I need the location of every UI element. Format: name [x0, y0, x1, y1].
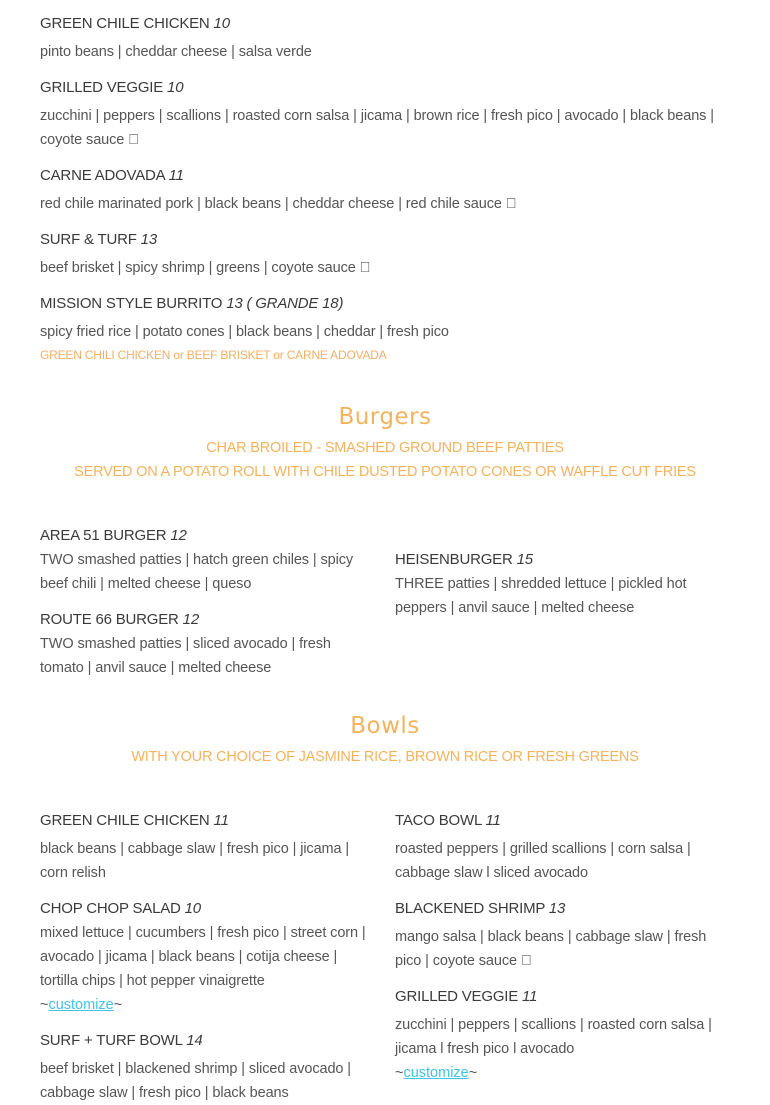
menu-item: [40, 292, 730, 364]
item-price: 12: [170, 527, 187, 544]
item-price: 14: [186, 1032, 203, 1049]
item-description: roasted peppers | grilled scallions | corn salsa | cabbage slaw l sliced avocado: [395, 841, 691, 881]
item-price: 11: [213, 812, 229, 829]
item-description: spicy fried rice | potato cones | black beans | cheddar | fresh pico: [40, 324, 449, 340]
item-description: zucchini | peppers | scallions | roasted corn salsa | jicama | brown rice | fresh pico | avocado | black beans | coyote sauce: [40, 108, 714, 148]
menu-item: [40, 809, 375, 885]
menu-item: [40, 228, 730, 280]
section-subtitle: CHAR BROILED - SMASHED GROUND BEEF PATTIES: [206, 440, 564, 456]
item-title: [395, 548, 730, 572]
item-title: [40, 897, 375, 921]
section-title-burgers: Burgers: [338, 404, 432, 430]
item-price: 11: [522, 988, 538, 1005]
item-title: [395, 897, 730, 921]
item-name: HEISENBURGER: [395, 551, 513, 568]
menu-item: [40, 524, 375, 596]
item-description: TWO smashed patties | hatch green chiles | spicy beef chili | melted cheese | queso: [40, 552, 354, 592]
customize-link[interactable]: customize: [48, 997, 114, 1013]
menu-item: [40, 608, 375, 680]
menu-item: [395, 985, 730, 1085]
item-description: THREE patties | shredded lettuce | pickled hot peppers | anvil sauce | melted cheese: [395, 576, 687, 616]
menu-item: [395, 548, 730, 620]
tilde: ~: [113, 997, 123, 1013]
item-price: 13: [140, 231, 157, 248]
bowls-header: [40, 713, 730, 769]
tilde: ~: [468, 1065, 478, 1081]
menu-item: [40, 164, 730, 216]
item-title: [395, 809, 730, 833]
item-name: GREEN CHILE CHICKEN: [40, 15, 210, 32]
item-price: 11: [168, 167, 184, 184]
customize-link[interactable]: customize: [403, 1065, 469, 1081]
item-description: pinto beans | cheddar cheese | salsa verde: [40, 44, 312, 60]
item-name: SURF + TURF BOWL: [40, 1032, 183, 1049]
item-title: [40, 164, 730, 188]
item-price: 13 ( GRANDE 18): [226, 295, 344, 312]
item-name: TACO BOWL: [395, 812, 486, 829]
item-description: mixed lettuce | cucumbers | fresh pico | street corn | avocado | jicama | black beans | cotija cheese | tortilla chips | hot pepper vinaigrette: [40, 925, 366, 989]
item-price: 13: [548, 900, 566, 917]
item-name: GRILLED VEGGIE: [40, 79, 164, 96]
item-description: mango salsa | black beans | cabbage slaw | fresh pico | coyote sauce: [395, 929, 707, 969]
item-description: red chile marinated pork | black beans | cheddar cheese | red chile sauce: [40, 196, 502, 212]
item-price: 15: [516, 551, 533, 568]
item-price: 10: [213, 15, 230, 32]
item-description: TWO smashed patties | sliced avocado | fresh tomato | anvil sauce | melted cheese: [40, 636, 331, 676]
menu-item: [40, 76, 730, 152]
section-title-bowls: Bowls: [350, 713, 420, 739]
item-description: beef brisket | blackened shrimp | sliced avocado | cabbage slaw | fresh pico | black beans: [40, 1061, 351, 1101]
item-name: CHOP CHOP SALAD: [40, 900, 181, 917]
item-title: [40, 76, 730, 100]
menu-item: [395, 809, 730, 885]
item-name: BLACKENED SHRIMP: [395, 900, 545, 917]
item-name: MISSION STYLE BURRITO: [40, 295, 223, 312]
item-name: SURF & TURF: [40, 231, 137, 248]
menu-item: [40, 1029, 375, 1105]
customize-line: [395, 1061, 730, 1085]
item-name: GREEN CHILE CHICKEN: [40, 812, 210, 829]
item-title: [395, 985, 730, 1009]
item-description: black beans | cabbage slaw | fresh pico | jicama | corn relish: [40, 841, 350, 881]
item-description: beef brisket | spicy shrimp | greens | coyote sauce: [40, 260, 356, 276]
item-title: [40, 1029, 375, 1053]
item-title: [40, 12, 730, 36]
menu-item: [395, 897, 730, 973]
protein-options-note: GREEN CHILI CHICKEN or BEEF BRISKET or CARNE ADOVADA: [40, 348, 387, 362]
item-price: 10: [184, 900, 201, 917]
tilde: ~: [395, 1065, 404, 1081]
item-price: 11: [485, 812, 501, 829]
section-subtitle: SERVED ON A POTATO ROLL WITH CHILE DUSTED POTATO CONES OR WAFFLE CUT FRIES: [74, 464, 696, 480]
burgers-header: [40, 404, 730, 484]
tilde: ~: [40, 997, 49, 1013]
customize-line: [40, 993, 375, 1017]
item-title: [40, 608, 375, 632]
item-name: AREA 51 BURGER: [40, 527, 167, 544]
item-title: [40, 809, 375, 833]
menu-item: [40, 897, 375, 1017]
menu-item: [40, 12, 730, 64]
item-price: 12: [182, 611, 199, 628]
section-subtitle: WITH YOUR CHOICE OF JASMINE RICE, BROWN RICE OR FRESH GREENS: [131, 749, 639, 765]
item-price: 10: [167, 79, 184, 96]
item-title: [40, 292, 730, 316]
item-name: GRILLED VEGGIE: [395, 988, 519, 1005]
item-description: zucchini | peppers | scallions | roasted corn salsa | jicama l fresh pico l avocado: [395, 1017, 712, 1057]
item-title: [40, 524, 375, 548]
item-name: ROUTE 66 BURGER: [40, 611, 179, 628]
item-name: CARNE ADOVADA: [40, 167, 165, 184]
item-title: [40, 228, 730, 252]
